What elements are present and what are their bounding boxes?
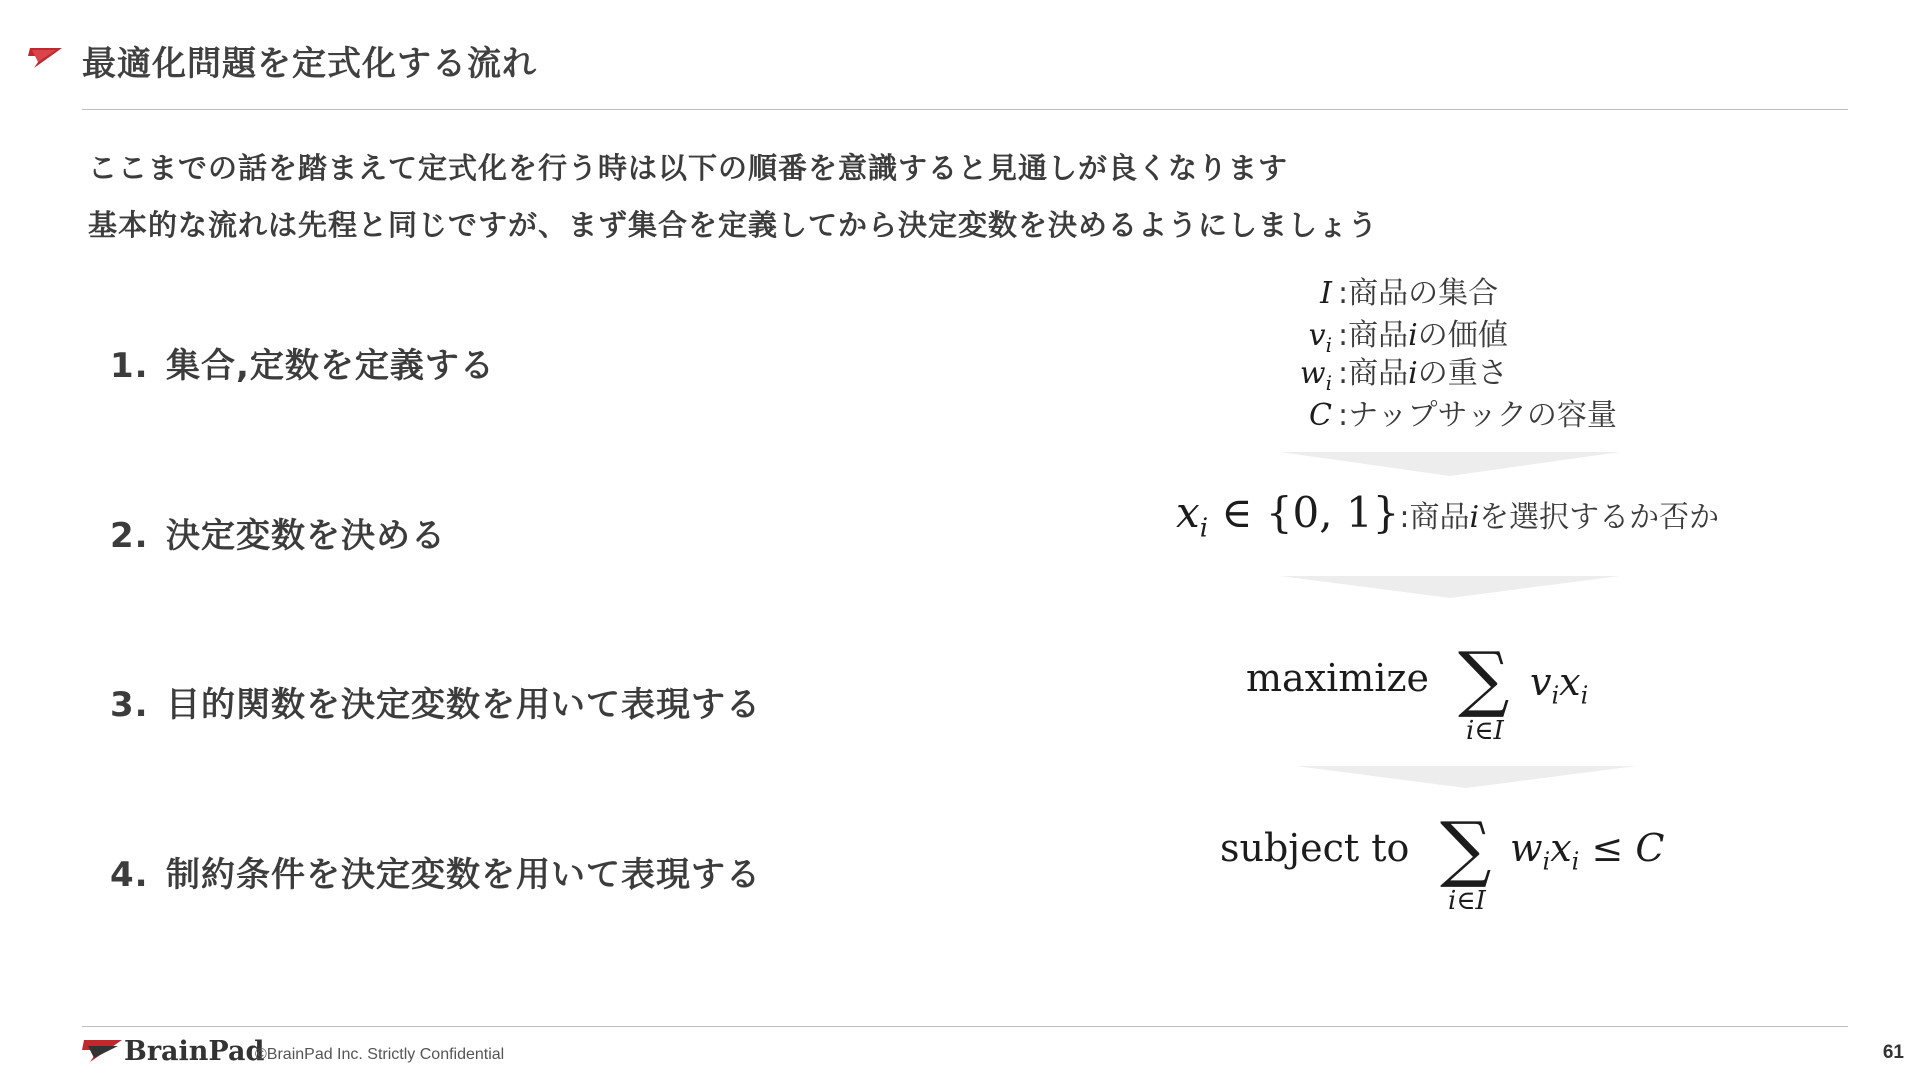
- definition-symbol: I: [1320, 276, 1332, 311]
- step-label: 目的関数を決定変数を用いて表現する: [166, 685, 761, 725]
- constraint-weight-var: w: [1510, 826, 1543, 870]
- page-number: 61: [1882, 1042, 1904, 1063]
- step-4: [110, 847, 761, 896]
- definition-desc-var: i: [1408, 356, 1418, 391]
- objective-keyword: maximize: [1246, 656, 1429, 700]
- decision-var: x: [1176, 488, 1200, 537]
- constraint-term: [1510, 826, 1664, 876]
- flow-chevron-1: [1280, 452, 1620, 478]
- header-divider: [82, 109, 1848, 110]
- definition-symbol: w: [1299, 356, 1326, 391]
- constraint-sum-symbol: ∑: [1440, 806, 1492, 890]
- objective-term: [1530, 660, 1588, 710]
- constraint-keyword: subject to: [1220, 826, 1410, 870]
- decision-var-subscript: i: [1199, 513, 1209, 544]
- objective-value-subscript: i: [1551, 681, 1560, 710]
- flow-chevron-3: [1296, 766, 1636, 790]
- step-1: [110, 338, 495, 387]
- decision-desc-var: i: [1469, 500, 1480, 535]
- step-number: 3.: [110, 685, 149, 725]
- definition-symbol: C: [1309, 398, 1332, 433]
- step-2: [110, 508, 446, 557]
- definition-desc: :商品: [1338, 356, 1409, 391]
- footer-divider: [82, 1026, 1848, 1027]
- definition-desc: :商品: [1338, 318, 1409, 353]
- flow-chevron-2: [1280, 576, 1620, 600]
- step-number: 1.: [110, 346, 149, 386]
- definition-set-I: [1288, 276, 1498, 312]
- constraint-relation: ≤ C: [1591, 826, 1665, 870]
- objective-sum-symbol: ∑: [1458, 636, 1510, 720]
- footer-copyright: ©BrainPad Inc. Strictly Confidential: [255, 1046, 505, 1063]
- definition-subscript: i: [1325, 371, 1332, 395]
- step-number: 2.: [110, 516, 149, 556]
- definition-desc: :ナップサックの容量: [1338, 398, 1617, 433]
- decision-desc-tail: を選択するか否か: [1479, 500, 1720, 535]
- decision-variable-formula: [1176, 488, 1719, 543]
- definition-desc-tail: の重さ: [1417, 356, 1508, 391]
- page-title: 最適化問題を定式化する流れ: [82, 44, 537, 84]
- constraint-decision-var: x: [1550, 826, 1572, 870]
- step-number: 4.: [110, 855, 149, 895]
- definition-subscript: i: [1325, 333, 1332, 357]
- brainpad-logo-mark: [82, 1036, 126, 1066]
- intro-line-2: 基本的な流れは先程と同じですが、まず集合を定義してから決定変数を決めるようにしましょう: [88, 208, 1379, 242]
- objective-value-var: v: [1530, 660, 1552, 704]
- constraint-sum-index: i∈I: [1448, 886, 1486, 916]
- definition-desc: :商品の集合: [1338, 276, 1499, 311]
- step-label: 決定変数を決める: [166, 516, 446, 556]
- brainpad-logo-text: BrainPad: [124, 1036, 265, 1067]
- definition-weight-w: [1288, 356, 1508, 401]
- step-label: 集合,定数を定義する: [166, 346, 495, 386]
- intro-line-1: ここまでの話を踏まえて定式化を行う時は以下の順番を意識すると見通しが良くなります: [88, 151, 1289, 185]
- brand-arrow-icon: [28, 46, 64, 70]
- definition-capacity-C: [1288, 398, 1617, 434]
- decision-set: ∈ {0, 1}: [1221, 488, 1400, 537]
- objective-decision-subscript: i: [1580, 681, 1589, 710]
- objective-decision-var: x: [1559, 660, 1581, 704]
- constraint-weight-subscript: i: [1542, 847, 1551, 876]
- definition-symbol: v: [1308, 318, 1326, 353]
- objective-sum-index: i∈I: [1466, 716, 1504, 746]
- definition-desc-tail: の価値: [1417, 318, 1508, 353]
- constraint-decision-subscript: i: [1571, 847, 1580, 876]
- definition-desc-var: i: [1408, 318, 1418, 353]
- step-label: 制約条件を決定変数を用いて表現する: [166, 855, 761, 895]
- decision-desc: :商品: [1399, 500, 1470, 535]
- step-3: [110, 677, 761, 726]
